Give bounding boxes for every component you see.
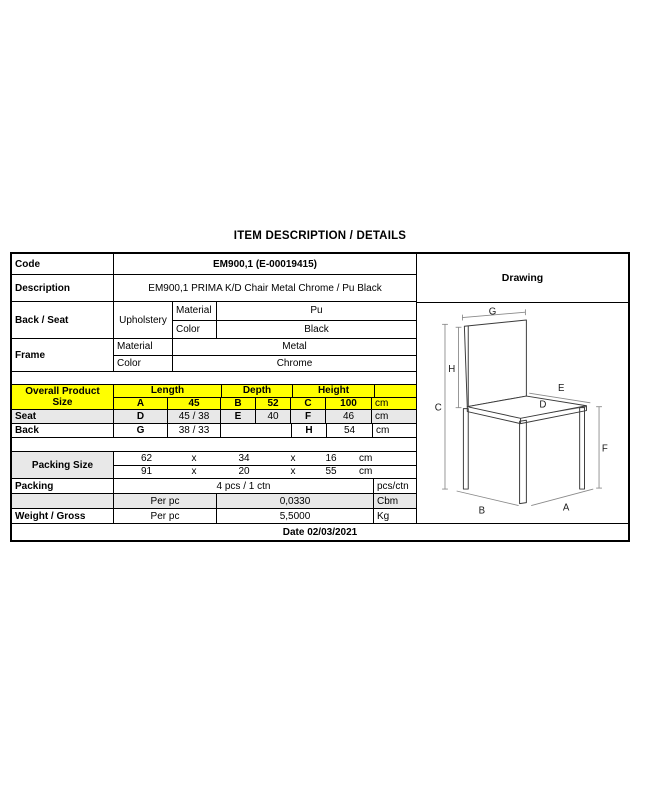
back-row: [12, 423, 416, 437]
overall-letter-c: C: [291, 398, 326, 410]
pack2-dim2: 20: [238, 466, 250, 478]
date-row: Date 02/03/2021: [12, 523, 628, 540]
weight-unit: Kg: [377, 510, 390, 522]
pack2-x2: x: [290, 466, 296, 478]
overall-letter-a: A: [114, 398, 168, 410]
overall-value-a: 45: [168, 398, 221, 410]
overall-size-label: Overall Product Size: [12, 385, 114, 409]
overall-value-c: 100: [326, 398, 372, 410]
dim-label-b: B: [478, 505, 486, 517]
code-row: [12, 254, 416, 274]
frame-color-label: Color: [114, 356, 173, 372]
volume-row: [12, 493, 416, 508]
back-empty-cell: [221, 424, 292, 437]
page-title: ITEM DESCRIPTION / DETAILS: [233, 230, 407, 242]
seat-letter-e: E: [221, 410, 256, 423]
dim-label-f: F: [601, 443, 608, 455]
seat-value-f: 46: [326, 410, 372, 423]
chair-outline: [463, 320, 586, 504]
pack1-unit: cm: [359, 452, 373, 464]
packing-size-label: Packing Size: [12, 452, 114, 478]
code-value: EM900,1 (E-00019415): [213, 258, 317, 270]
drawing-column: [416, 254, 628, 523]
overall-size-rows: [12, 384, 416, 409]
seat-letter-f: F: [291, 410, 326, 423]
weight-per: Per pc: [114, 509, 217, 523]
seat-unit: cm: [375, 411, 389, 422]
overall-unit: cm: [375, 397, 389, 409]
volume-unit: Cbm: [377, 495, 399, 507]
frame-material-label: Material: [114, 339, 173, 355]
volume-label-empty: [12, 494, 114, 508]
frame-material-value: Metal: [282, 341, 307, 353]
back-value-h: 54: [327, 424, 373, 437]
back-seat-row: [12, 301, 416, 338]
dim-label-e: E: [558, 383, 565, 395]
spacer-row: [12, 371, 416, 384]
volume-per: Per pc: [114, 494, 217, 508]
frame-color-value: Chrome: [276, 357, 313, 369]
size-header-length: Length: [114, 385, 222, 397]
packing-unit: pcs/ctn: [377, 480, 409, 492]
code-label: Code: [12, 254, 114, 274]
back-seat-material-value: Pu: [310, 305, 323, 317]
pack1-dim2: 34: [238, 452, 250, 464]
pack2-dim1: 91: [140, 466, 153, 478]
back-seat-color-value: Black: [304, 323, 329, 335]
volume-value: 0,0330: [217, 494, 374, 508]
back-seat-category: Upholstery: [114, 302, 173, 338]
description-value: EM900,1 PRIMA K/D Chair Metal Chrome / Pu Black: [148, 282, 382, 294]
description-row: [12, 274, 416, 301]
chair-drawing: [417, 303, 628, 523]
drawing-header: Drawing: [417, 254, 628, 303]
pack1-dim3: 16: [325, 452, 337, 464]
dim-label-g: G: [488, 306, 497, 318]
pack2-x1: x: [191, 466, 197, 478]
back-label: Back: [12, 424, 114, 437]
packing-size-rows: [12, 451, 416, 478]
spacer-row-2: [12, 437, 416, 451]
overall-value-b: 52: [256, 398, 291, 410]
back-letter-g: G: [114, 424, 168, 437]
size-header-unit-spacer: [375, 385, 416, 397]
size-header-height: Height: [293, 385, 375, 397]
overall-letter-b: B: [221, 398, 256, 410]
seat-row: [12, 409, 416, 423]
pack1-x2: x: [290, 452, 296, 464]
pack2-unit: cm: [359, 466, 373, 478]
packing-label: Packing: [12, 479, 114, 493]
spec-table: [10, 252, 630, 542]
seat-value-e: 40: [256, 410, 291, 423]
back-unit: cm: [376, 425, 390, 436]
frame-label: Frame: [12, 339, 114, 371]
packing-row: [12, 478, 416, 493]
back-seat-label: Back / Seat: [12, 302, 114, 338]
seat-letter-d: D: [114, 410, 168, 423]
pack1-x1: x: [191, 452, 197, 464]
dim-label-h: H: [448, 363, 456, 375]
frame-row: [12, 338, 416, 371]
seat-label: Seat: [12, 410, 114, 423]
dim-label-a: A: [562, 502, 570, 514]
weight-value: 5,5000: [217, 509, 374, 523]
back-letter-h: H: [292, 424, 327, 437]
back-seat-material-label: Material: [173, 302, 217, 320]
weight-row: [12, 508, 416, 523]
back-seat-color-label: Color: [173, 321, 217, 339]
size-header-depth: Depth: [222, 385, 293, 397]
description-label: Description: [12, 275, 114, 301]
dim-label-c: C: [434, 402, 442, 414]
pack2-dim3: 55: [325, 466, 337, 478]
back-value-g: 38 / 33: [168, 424, 221, 437]
dim-label-d: D: [539, 399, 547, 411]
seat-value-d: 45 / 38: [168, 410, 221, 423]
chair-diagram-svg: [417, 304, 628, 522]
pack1-dim1: 62: [140, 452, 153, 464]
weight-label: Weight / Gross: [12, 509, 114, 523]
packing-value: 4 pcs / 1 ctn: [114, 479, 374, 493]
